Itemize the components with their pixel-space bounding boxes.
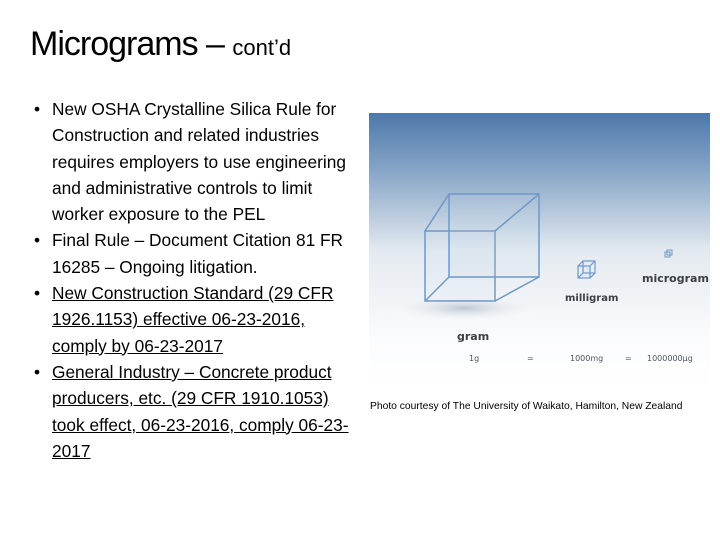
equation-milligram: 1000mg [570, 354, 604, 363]
mass-units-figure [369, 113, 710, 390]
bullet-item-link[interactable] [32, 359, 362, 464]
general-industry-link[interactable]: General Industry – Concrete product producers, etc. (29 CFR 1910.1053) took effect, 06-23-2016, comply 06-23-2017 [52, 361, 349, 461]
construction-standard-link[interactable]: New Construction Standard (29 CFR 1926.1153) effective 06-23-2016, comply by 06-23-2017 [52, 283, 334, 356]
bullet-text: New OSHA Crystalline Silica Rule for Construction and related industries requires employers to use engineering and administrative controls to limit worker exposure to the PEL [52, 99, 346, 225]
bullet-list [32, 96, 362, 464]
bullet-item [32, 227, 362, 280]
microgram-label: microgram [642, 272, 709, 285]
gram-label: gram [457, 330, 490, 343]
page-title [30, 24, 291, 68]
photo-caption: Photo courtesy of The University of Waikato, Hamilton, New Zealand [370, 401, 683, 412]
bullet-item-link[interactable] [32, 280, 362, 359]
cube-illustration [369, 113, 710, 390]
bullet-text: Final Rule – Document Citation 81 FR 16285 – Ongoing litigation. [52, 230, 344, 277]
equation-microgram: 1000000µg [647, 354, 693, 363]
milligram-label: milligram [565, 293, 619, 304]
title-main: Micrograms – [30, 25, 224, 63]
equation-gram: 1g [469, 354, 480, 363]
bullet-item [32, 96, 362, 227]
equation-equals-2: = [625, 354, 632, 363]
title-subtitle: cont’d [232, 35, 292, 60]
equation-equals-1: = [527, 354, 534, 363]
